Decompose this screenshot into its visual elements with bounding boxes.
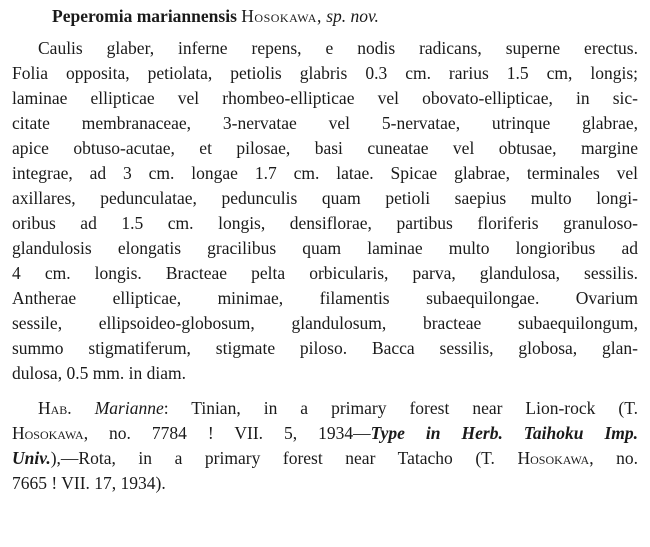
habitat-line: 7665 ! VII. 17, 1934). bbox=[12, 473, 166, 493]
habitat-region: Marianne bbox=[94, 398, 164, 418]
habitat-text: ),—Rota, in a primary forest near Tatacho (T. bbox=[50, 448, 495, 468]
description-line: citate membranaceae, 3-nervatae vel 5-nervatae, utrinque glabrae, bbox=[12, 113, 638, 133]
description-line: apice obtuso-acutae, et pilosae, basi cuneatae vel obtusae, margine bbox=[12, 138, 638, 158]
description-line: glandulosis elongatis gracilibus quam laminae multo longioribus ad bbox=[12, 238, 638, 258]
description-line: 4 cm. longis. Bracteae pelta orbicularis, parva, glandulosa, sessilis. bbox=[12, 263, 638, 283]
description-line: sessile, ellipsoideo-globosum, glandulosum, bracteae subaequilongum, bbox=[12, 313, 638, 333]
species-name: Peperomia mariannensis bbox=[52, 6, 237, 26]
description-line: integrae, ad 3 cm. longae 1.7 cm. latae. Spicae glabrae, terminales vel bbox=[12, 163, 638, 183]
description-line: oribus ad 1.5 cm. longis, densiflorae, partibus floriferis granuloso- bbox=[12, 213, 638, 233]
description-line: Caulis glaber, inferne repens, e nodis radicans, superne erectus. bbox=[38, 38, 638, 58]
description-line: Folia opposita, petiolata, petiolis glabris 0.3 cm. rarius 1.5 cm, longis; bbox=[12, 63, 638, 83]
species-heading bbox=[52, 6, 379, 27]
description-line: dulosa, 0.5 mm. in diam. bbox=[12, 363, 187, 383]
collector-name: Hosokawa bbox=[12, 423, 84, 443]
habitat-text: : Tinian, in a primary forest near Lion-rock (T. bbox=[163, 398, 638, 418]
description-line: axillares, pedunculatae, pedunculis quam petioli saepius multo longi- bbox=[12, 188, 638, 208]
habitat-line bbox=[38, 396, 638, 421]
habitat-label: Hab. bbox=[38, 398, 72, 418]
habitat-text: , no. 7784 ! VII. 5, 1934— bbox=[83, 423, 371, 443]
description-line: Antherae ellipticae, minimae, filamentis subaequilongae. Ovarium bbox=[12, 288, 638, 308]
habitat-line bbox=[12, 421, 638, 446]
habitat-text: , no. bbox=[589, 448, 638, 468]
type-note: Type in Herb. Taihoku Imp. bbox=[370, 423, 638, 443]
description-line: summo stigmatiferum, stigmate piloso. Bacca sessilis, globosa, glan- bbox=[12, 338, 638, 358]
type-note-univ: Univ. bbox=[12, 448, 51, 468]
species-status: sp. nov. bbox=[326, 6, 379, 26]
habitat-line bbox=[12, 446, 638, 471]
description-line: laminae ellipticae vel rhombeo-ellipticae vel obovato-ellipticae, in sic- bbox=[12, 88, 638, 108]
collector-name: Hosokawa bbox=[517, 448, 590, 468]
author-name: Hosokawa, bbox=[241, 6, 322, 26]
